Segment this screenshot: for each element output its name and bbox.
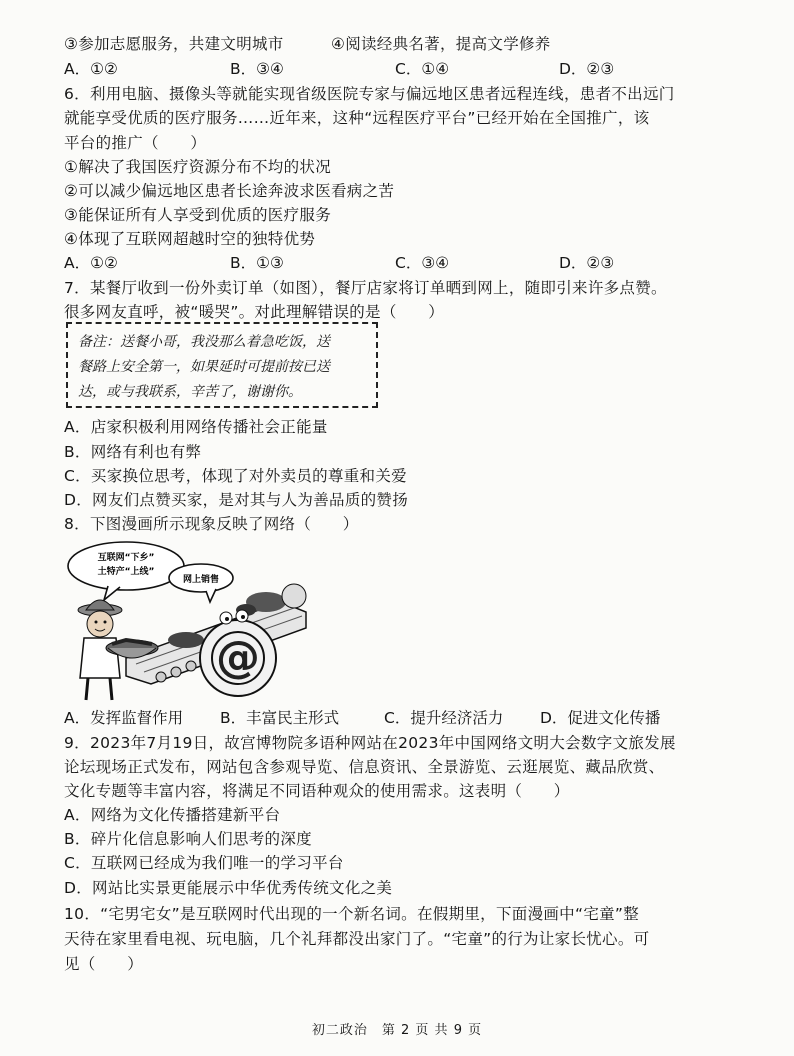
q9-option-c: C．互联网已经成为我们唯一的学习平台 [64,854,344,872]
option-d: D．②③ [559,60,615,78]
option-c: C．③④ [395,254,450,272]
bubble-left-line2: 土特产“上线” [97,567,155,577]
q6-statement-3: ③能保证所有人享受到优质的医疗服务 [64,206,331,224]
q5-options [64,57,744,81]
option-a: A．①② [64,60,118,78]
option-a: A．发挥监督作用 [64,709,184,727]
q7-option-a: A．店家积极利用网络传播社会正能量 [64,418,328,436]
q9-stem-line2: 论坛现场正式发布，网站包含参观导览、信息资讯、全景游览、云逛展览、藏品欣赏、 [64,758,665,776]
farmer-head [87,611,113,637]
q6-statement-4: ④体现了互联网超越时空的独特优势 [64,230,316,248]
q8-options [64,706,744,730]
bubble-left-line1: 互联网“下乡” [97,553,155,563]
internet-farm-products-cartoon [66,540,316,702]
option-c: C．提升经济活力 [384,709,504,727]
q7-stem-line2: 很多网友直呼，被“暖哭”。对此理解错误的是（ ） [64,303,445,321]
order-note-line: 达，或与我联系，辛苦了，谢谢你。 [78,384,302,400]
q7-stem-line1: 7．某餐厅收到一份外卖订单（如图），餐厅店家将订单晒到网上，随即引来许多点赞。 [64,279,667,297]
q6-stem-line2: 就能享受优质的医疗服务……近年来，这种“远程医疗平台”已经开始在全国推广，该 [64,109,650,127]
option-a: A．①② [64,254,118,272]
q6-stem-line1: 6．利用电脑、摄像头等就能实现省级医院专家与偏远地区患者远程连线，患者不出远门 [64,85,675,103]
q7-option-d: D．网友们点赞买家，是对其与人为善品质的赞扬 [64,491,409,509]
speech-bubble-left [68,542,184,590]
q6-statement-2: ②可以减少偏远地区患者长途奔波求医看病之苦 [64,182,395,200]
option-b: B．丰富民主形式 [220,709,340,727]
option-c: C．①④ [395,60,450,78]
option-b: B．③④ [230,60,284,78]
q9-option-b: B．碎片化信息影响人们思考的深度 [64,830,312,848]
option-d: D．②③ [559,254,615,272]
svg-text:@: @ [216,632,260,683]
option-b: B．①③ [230,254,284,272]
q10-stem-line1: 10．“宅男宅女”是互联网时代出现的一个新名词。在假期里，下面漫画中“宅童”整 [64,905,640,923]
q9-option-d: D．网站比实景更能展示中华优秀传统文化之美 [64,879,393,897]
q6-options [64,251,744,275]
order-note-box [66,322,378,408]
q9-option-a: A．网络为文化传播搭建新平台 [64,806,281,824]
q10-stem-line3: 见（ ） [64,955,144,973]
q6-statement-1: ①解决了我国医疗资源分布不均的状况 [64,158,331,176]
q8-stem: 8．下图漫画所示现象反映了网络（ ） [64,515,359,533]
page-footer: 初二政治 第 2 页 共 9 页 [311,1023,483,1038]
q7-option-b: B．网络有利也有弊 [64,443,202,461]
q9-stem-line3: 文化专题等丰富内容，将满足不同语种观众的使用需求。这表明（ ） [64,782,570,800]
q7-option-c: C．买家换位思考，体现了对外卖员的尊重和关爱 [64,467,407,485]
q6-stem-line3: 平台的推广（ ） [64,134,207,152]
option-d: D．促进文化传播 [540,709,661,727]
q5-choice-line: ③参加志愿服务，共建文明城市 ④阅读经典名著，提高文学修养 [64,35,551,53]
order-note-line: 备注：送餐小哥，我没那么着急吃饭，送 [78,334,330,350]
bubble-right-text: 网上销售 [182,575,220,585]
order-note-line: 餐路上安全第一，如果延时可提前按已送 [78,359,330,375]
q10-stem-line2: 天待在家里看电视、玩电脑，几个礼拜都没出家门了。“宅童”的行为让家长忧心。可 [64,930,650,948]
q9-stem-line1: 9．2023年7月19日，故宫博物院多语种网站在2023年中国网络文明大会数字文旅发展 [64,734,676,752]
